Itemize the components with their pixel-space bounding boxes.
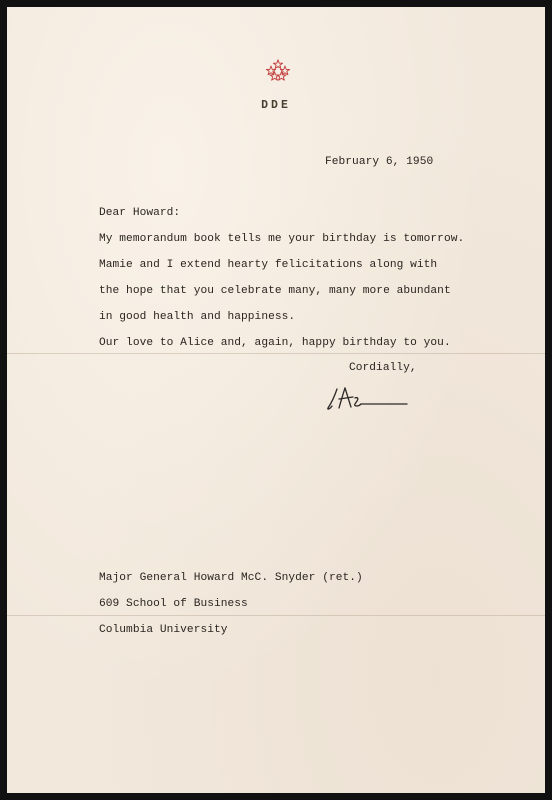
body-line: in good health and happiness. [99, 311, 296, 323]
recipient-name: Major General Howard McC. Snyder (ret.) [99, 572, 363, 584]
body-line: the hope that you celebrate many, many more abundant [99, 285, 451, 297]
letter-date: February 6, 1950 [325, 156, 434, 168]
letter-paper [7, 7, 545, 793]
recipient-institution: Columbia University [99, 624, 228, 636]
fold-crease [7, 615, 545, 616]
body-line: My memorandum book tells me your birthday is tomorrow. [99, 233, 465, 245]
body-line: Mamie and I extend hearty felicitations along with [99, 259, 438, 271]
salutation: Dear Howard: [99, 207, 181, 219]
closing: Cordially, [349, 362, 417, 374]
recipient-address: 609 School of Business [99, 598, 248, 610]
five-stars-icon [264, 59, 292, 81]
letterhead-monogram: DDE [261, 99, 291, 112]
handwritten-signature [323, 383, 413, 415]
fold-crease [7, 353, 545, 354]
body-line: Our love to Alice and, again, happy birthday to you. [99, 337, 451, 349]
